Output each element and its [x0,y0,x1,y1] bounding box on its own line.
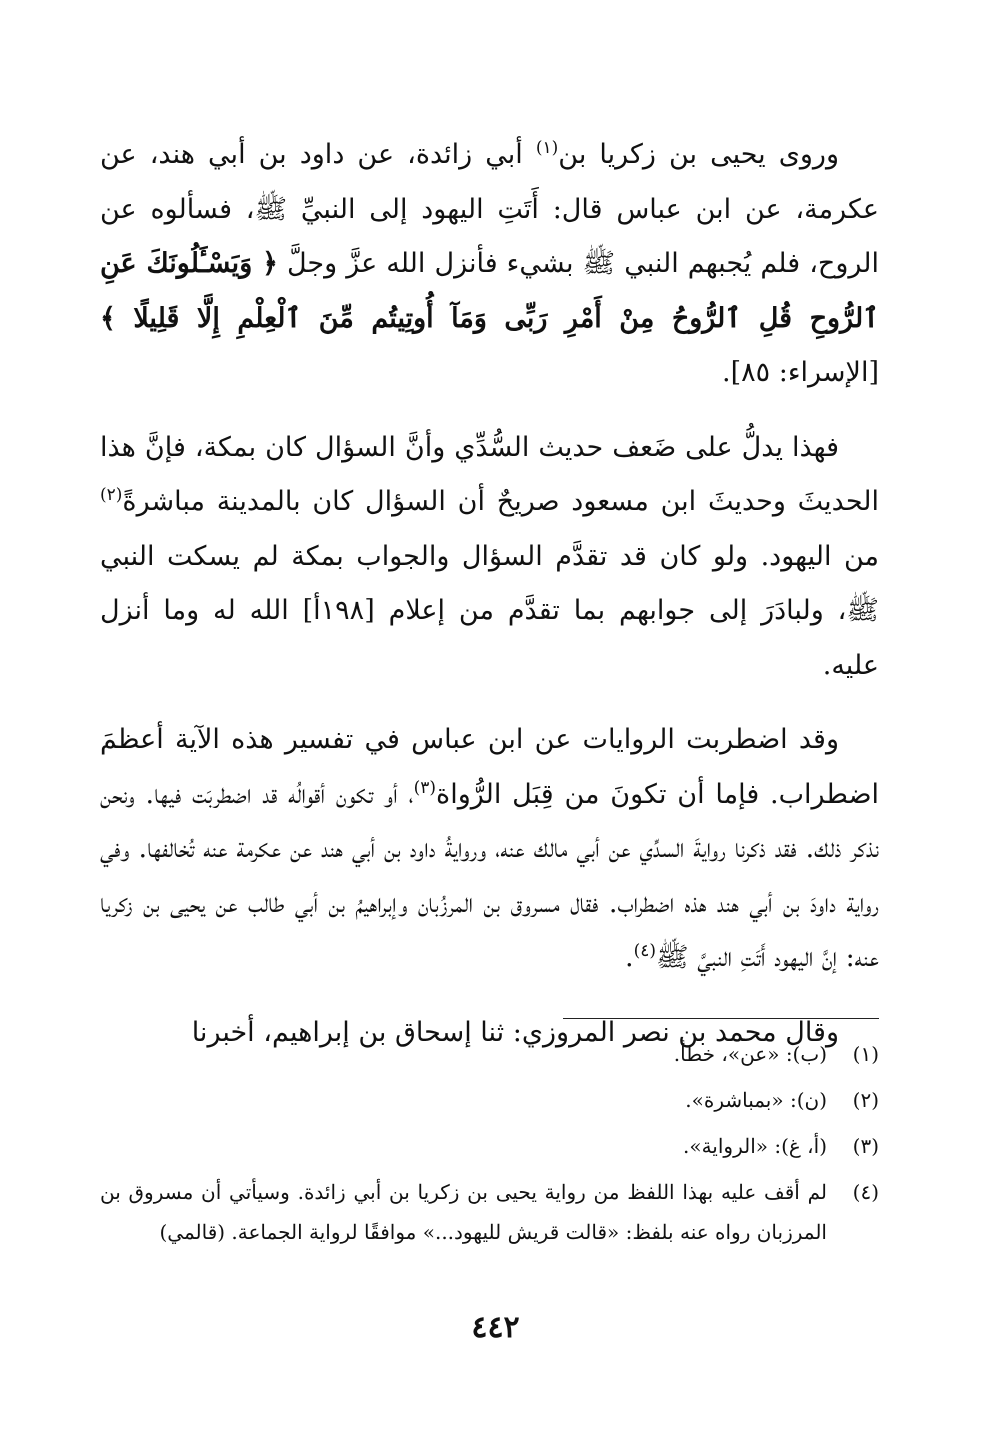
footnote-number: (٣) [852,1134,879,1158]
footnote-2 [100,1080,879,1120]
footnote-ref-2[interactable]: (٢) [100,485,123,505]
main-text [100,128,879,1080]
paragraph-2-text: فهذا يدلُّ على ضَعف حديث السُّدِّي وأنَّ السؤال كان بمكة، فإنَّ هذا الحديثَ وحديثَ ابن مسعود صريحٌ أن السؤال كان بالمدينة مباشرةً [100,431,879,517]
footnote-text: (ن): «بمباشرة». [685,1088,827,1112]
verse-citation: [الإسراء: ٨٥]. [722,357,879,388]
footnotes [100,1034,879,1258]
paragraph-1-text-cont: أبي زائدة، عن داود بن أبي هند، عن عكرمة، عن ابن عباس قال: أَتَتِ اليهود إلى النبيِّ ﷺ، فسألوه عن الروح، فلم يُجبهم النبي ﷺ بشيء فأنزل الله عزَّ وجلَّ [100,139,879,279]
paragraph-2-text-cont: من اليهود. ولو كان قد تقدَّم السؤال والجواب بمكة لم يسكت النبي ﷺ، ولبادَرَ إلى جوابهم بما تقدَّم من إعلام [١٩٨أ] الله له وما أنزل عليه. [100,540,879,681]
footnote-number: (٢) [852,1088,879,1112]
footnote-3 [100,1126,879,1166]
footnote-text: (ب): «عن»، خطأ. [673,1042,827,1066]
footnote-number: (٤) [852,1180,879,1204]
page-number: ٤٤٢ [471,1310,520,1345]
paragraph-4-text: وقال محمد بن نصر المروزي: ثنا إسحاق بن إبراهيم، أخبرنا [191,1016,839,1048]
quran-verse: ﴿ وَيَسْـَٔلُونَكَ عَنِ ٱلرُّوحِ قُلِ ٱلرُّوحُ مِنْ أَمْرِ رَبِّى وَمَآ أُوتِيتُم مِّنَ ٱلْعِلْمِ إِلَّا قَلِيلًا ﴾ [100,248,879,334]
footnote-ref-3[interactable]: (٣) [413,777,437,798]
footnote-ref-4[interactable]: (٤) [633,941,657,961]
footnote-text: (أ، غ): «الرواية». [682,1134,827,1158]
paragraph-3 [100,713,879,986]
footnote-1 [100,1034,879,1074]
paragraph-1-text: وروى يحيى بن زكريا بن [558,139,840,170]
footnote-4 [100,1172,879,1252]
footnote-number: (١) [852,1042,879,1066]
paragraph-3-text-cont: ، أو تكون أقوالُه قد اضطربَت فيها. ونحن نذكر ذلك. فقد ذكرنا روايةَ السدِّي عن أبي مالك عنه، وروايةُ داود بن أبي هند عن عكرمة عنه تُخالفها. وفي رواية داودَ بن أبي هند هذه اضطراب. فقال مسروق بن المرزُبان وإبراهيمُ بن أبي طالب عن يحيى بن زكريا عنه: إنَّ اليهود أَتَتِ النبيَّ ﷺ [100,778,879,973]
paragraph-3-text: وقد اضطربت الروايات عن ابن عباس في تفسير هذه الآية أعظمَ اضطراب. فإما أن تكونَ من قِبَل الرُّواة [100,724,879,810]
paragraph-3-end: . [625,942,634,973]
footnote-text: لم أقف عليه بهذا اللفظ من رواية يحيى بن زكريا بن أبي زائدة. وسيأتي أن مسروق بن المرزبان رواه عنه بلفظ: «قالت قريش لليهود...» موافقًا لرواية الجماعة. (قالمي) [100,1180,827,1244]
paragraph-2 [100,421,879,694]
footnote-ref-1[interactable]: (١) [535,138,559,158]
footnote-separator [563,1018,879,1019]
paragraph-1 [100,128,879,401]
